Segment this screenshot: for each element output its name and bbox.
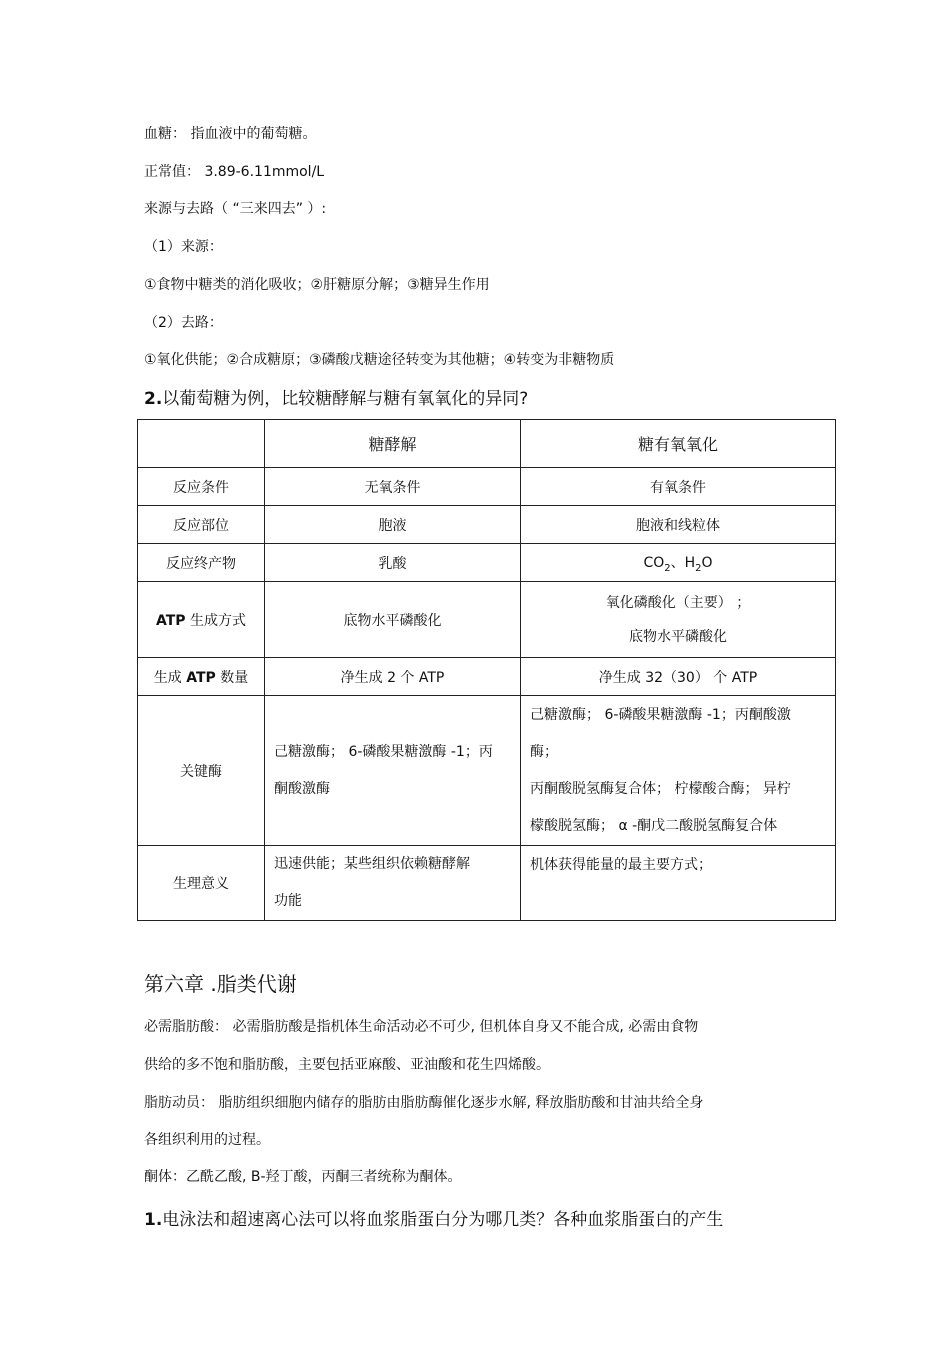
source-label: （1）来源： [144,239,223,255]
efa-line-1: 必需脂肪酸： 必需脂肪酸是指机体生命活动必不可少, 但机体自身又不能合成, 必需由食物 [144,1019,699,1035]
row-label-enzymes: 关键酶 [138,696,265,846]
table-row [138,506,836,544]
chapter-6-title: 第六章 .脂类代谢 [144,972,297,996]
row-label-condition: 反应条件 [138,468,265,506]
comparison-table [137,419,836,921]
question-1-number: 1. [144,1210,163,1230]
aerobic-enzymes: 己糖激酶； 6-磷酸果糖激酶 -1；丙酮酸激 酶； 丙酮酸脱氢酶复合体； 柠檬酸合酶； 异柠 檬酸脱氢酶； α -酮戊二酸脱氢酶复合体 [521,696,836,846]
glycolysis-atp-mode: 底物水平磷酸化 [265,582,521,658]
aerobic-condition: 有氧条件 [521,468,836,506]
row-label-product: 反应终产物 [138,544,265,582]
blood-sugar-def: 血糖： 指血液中的葡萄糖。 [144,126,317,142]
aerobic-atp-mode: 氧化磷酸化（主要） ； 底物水平磷酸化 [521,582,836,658]
question-2 [144,387,528,411]
table-row [138,696,836,846]
table-row [138,658,836,696]
question-1 [144,1208,723,1232]
dest-label: （2）去路： [144,315,223,331]
glycolysis-product: 乳酸 [265,544,521,582]
mobilization-line-1: 脂肪动员： 脂肪组织细胞内储存的脂肪由脂肪酶催化逐步水解, 释放脂肪酸和甘油共给全身 [144,1095,704,1111]
table-row [138,846,836,921]
question-2-number: 2. [144,389,163,409]
row-label-atp-mode: ATP 生成方式 [138,582,265,658]
source-dest-heading: 来源与去路（ “三来四去” ）: [144,201,327,217]
row-label-atp-count: 生成 ATP 数量 [138,658,265,696]
header-aerobic: 糖有氧氧化 [521,420,836,468]
ketone-def: 酮体：乙酰乙酸, B-羟丁酸，丙酮三者统称为酮体。 [144,1169,462,1185]
dest-items: ①氧化供能；②合成糖原；③磷酸戊糖途径转变为其他糖；④转变为非糖物质 [144,352,615,368]
header-empty [138,420,265,468]
aerobic-location: 胞液和线粒体 [521,506,836,544]
glycolysis-location: 胞液 [265,506,521,544]
glycolysis-condition: 无氧条件 [265,468,521,506]
source-items: ①食物中糖类的消化吸收；②肝糖原分解；③糖异生作用 [144,277,490,293]
table-row [138,582,836,658]
mobilization-line-2: 各组织利用的过程。 [144,1132,270,1148]
table-header-row [138,420,836,468]
question-1-text: 电泳法和超速离心法可以将血浆脂蛋白分为哪几类？各种血浆脂蛋白的产生 [162,1210,724,1230]
table-row [138,468,836,506]
row-label-location: 反应部位 [138,506,265,544]
question-2-text: 以葡萄糖为例，比较糖酵解与糖有氧氧化的异同? [162,389,529,409]
glycolysis-atp-count: 净生成 2 个 ATP [265,658,521,696]
aerobic-product: $CO_2$、$H_2O$ [521,544,836,582]
efa-line-2: 供给的多不饱和脂肪酸，主要包括亚麻酸、亚油酸和花生四烯酸。 [144,1057,550,1073]
aerobic-significance: 机体获得能量的最主要方式； [521,846,836,921]
table-row [138,544,836,582]
normal-value: 正常值： 3.89-6.11mmol/L [144,164,325,180]
glycolysis-enzymes: 己糖激酶； 6-磷酸果糖激酶 -1；丙 酮酸激酶 [265,696,521,846]
row-label-significance: 生理意义 [138,846,265,921]
aerobic-atp-count: 净生成 32（30） 个 ATP [521,658,836,696]
header-glycolysis: 糖酵解 [265,420,521,468]
glycolysis-significance: 迅速供能；某些组织依赖糖酵解 功能 [265,846,521,921]
